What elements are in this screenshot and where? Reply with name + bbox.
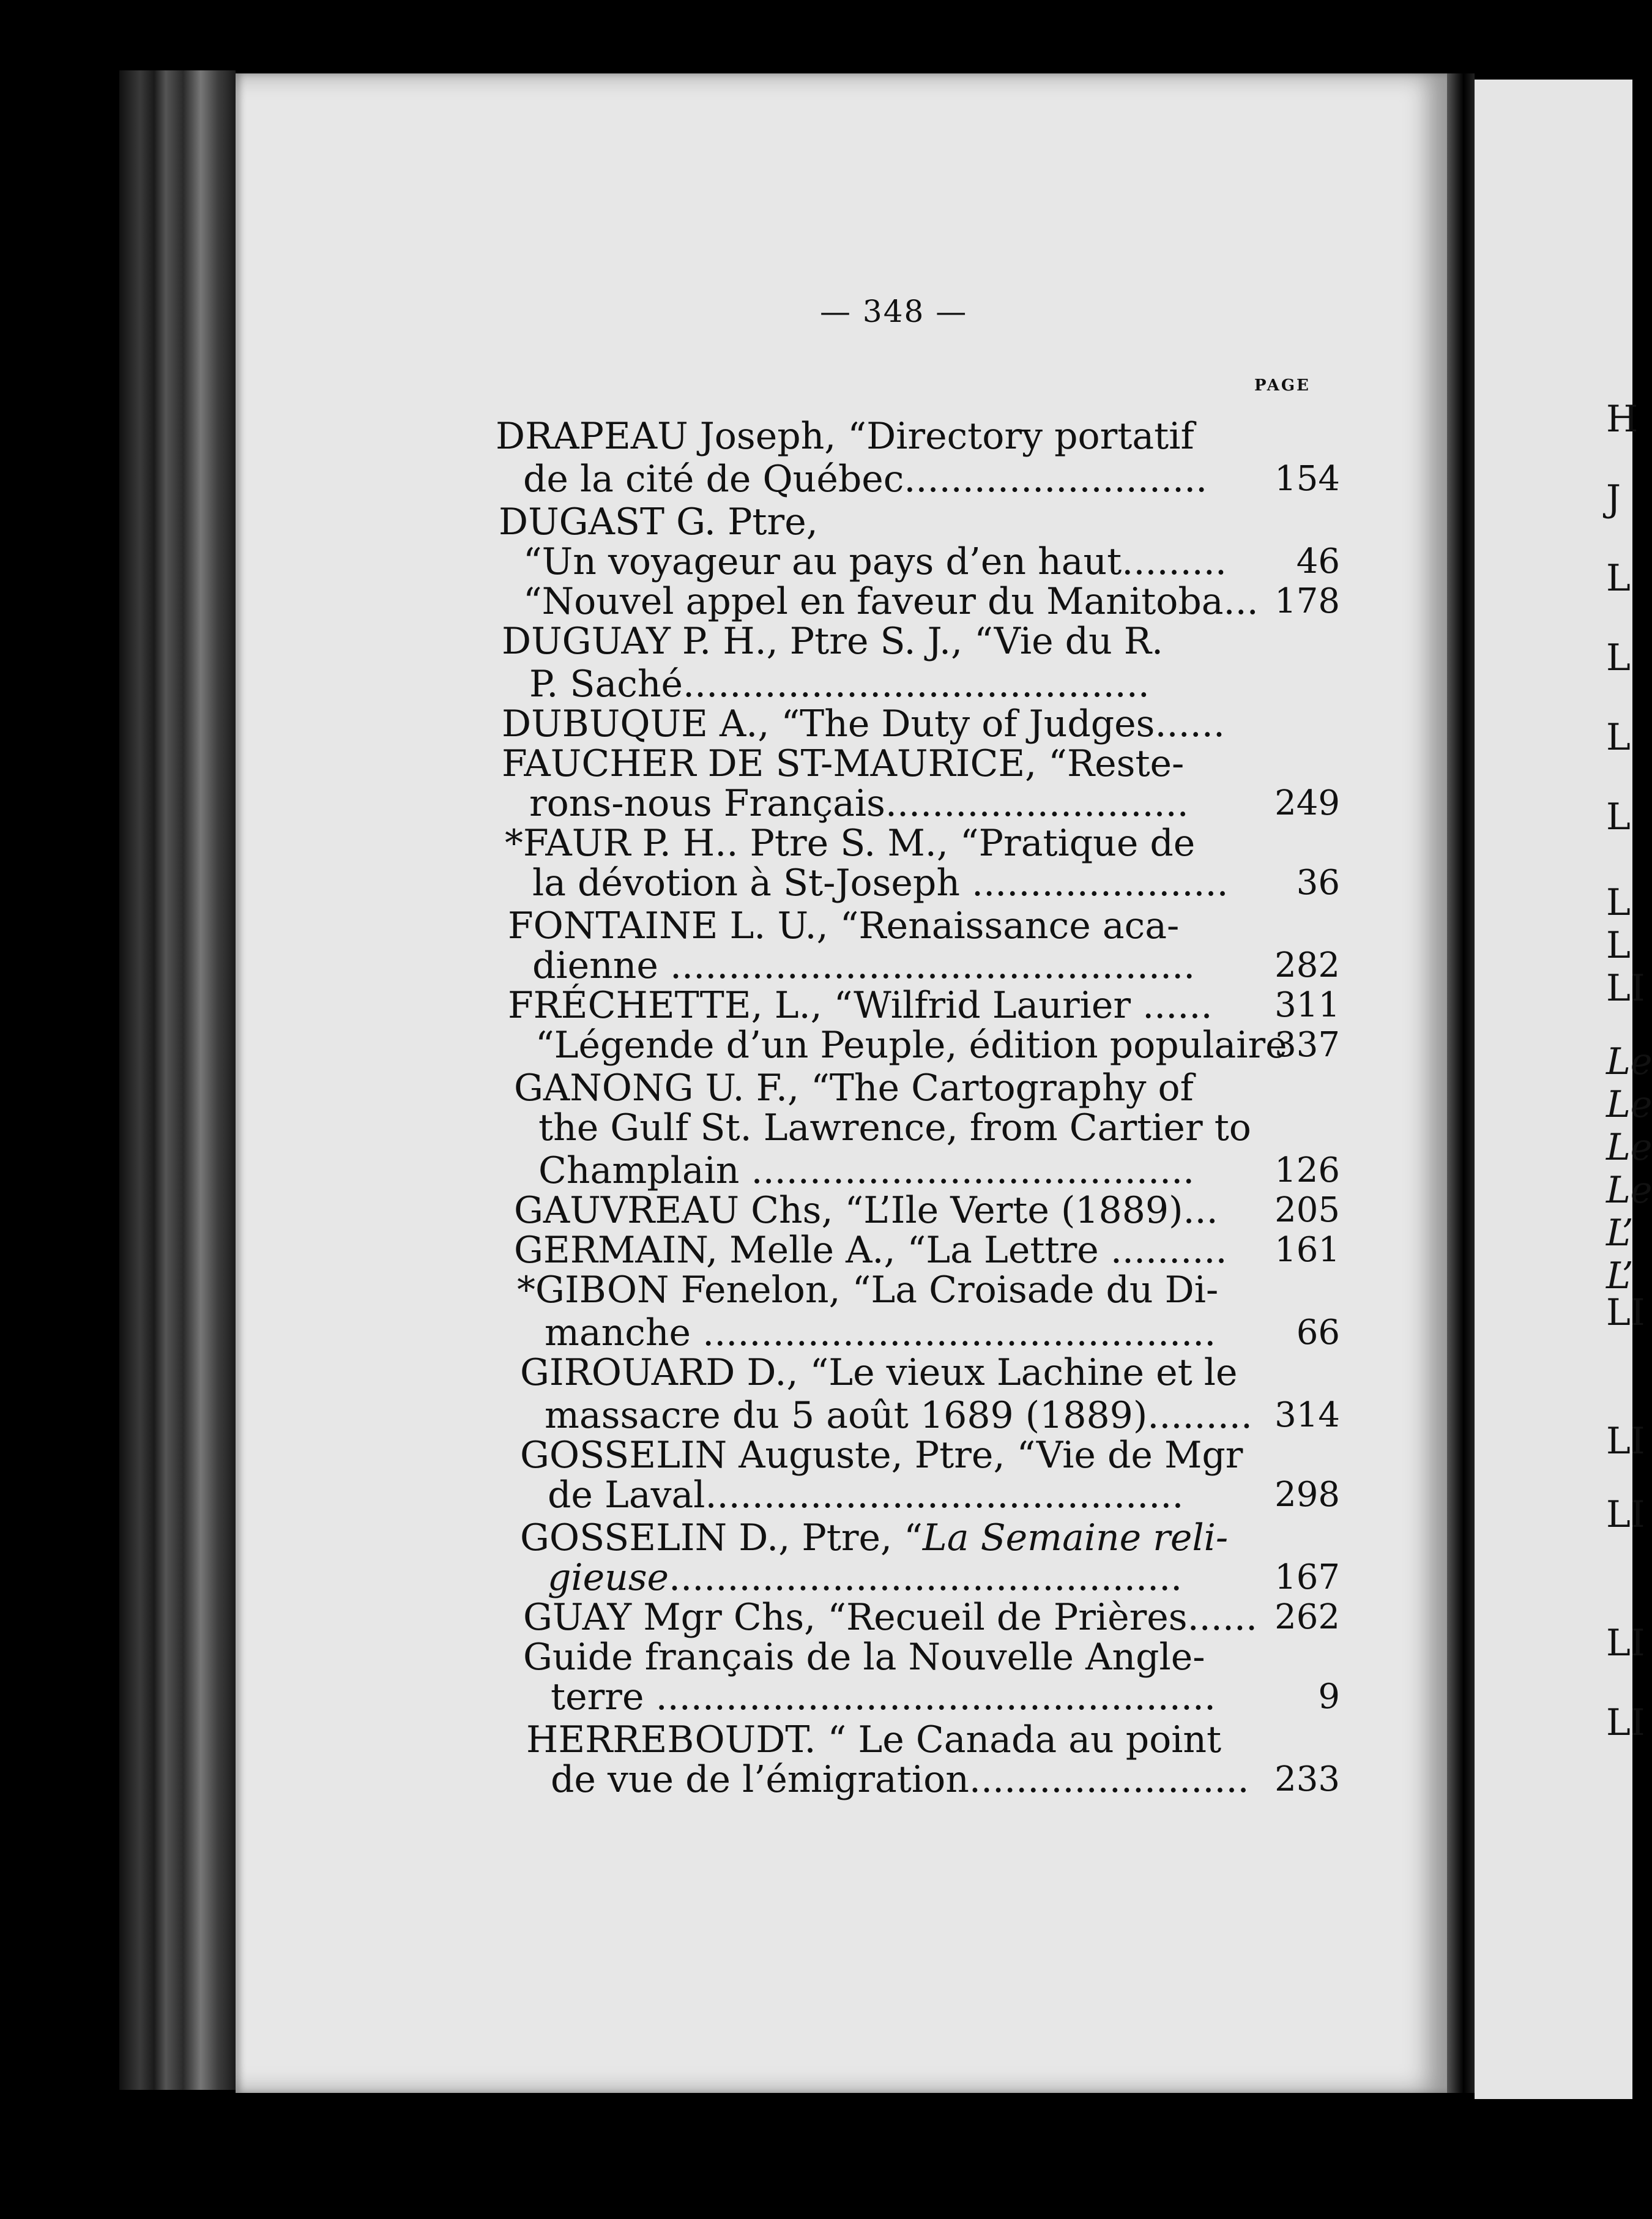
index-line-text: GANONG U. F., “The Cartography of (514, 1067, 1194, 1110)
index-line-text: de Laval......................................... (548, 1474, 1184, 1516)
facing-page-letter: LI (1606, 1291, 1645, 1334)
index-page-number: 167 (1274, 1557, 1340, 1597)
facing-page-letter: Le (1606, 1040, 1652, 1083)
index-line-text: massacre du 5 août 1689 (1889)......... (545, 1394, 1252, 1437)
index-page-number: 249 (1274, 783, 1340, 823)
index-line-text: DUGAST G. Ptre, (499, 501, 818, 543)
index-line (538, 1108, 1251, 1151)
index-page-number: 46 (1296, 542, 1340, 581)
facing-page-letter: J (1606, 477, 1621, 520)
facing-page-letter: H (1606, 398, 1639, 441)
index-line (502, 621, 1163, 664)
index-line (548, 1475, 1183, 1518)
index-page-number: 66 (1296, 1313, 1340, 1352)
index-line-text: FAUCHER DE ST-MAURICE, “Reste- (502, 742, 1185, 785)
index-line (545, 1313, 1216, 1356)
page-number: — 348 — (820, 294, 968, 329)
index-page-number: 9 (1318, 1677, 1340, 1717)
index-line (496, 416, 1194, 459)
index-page-number: 161 (1274, 1230, 1340, 1270)
index-line-text: GOSSELIN D., Ptre, “La Semaine reli- (520, 1516, 1229, 1559)
index-line-text: gieuse............................................ (548, 1556, 1183, 1599)
index-line-text: FONTAINE L. U., “Renaissance aca- (508, 904, 1180, 947)
index-line (514, 1068, 1194, 1111)
index-line-text: DRAPEAU Joseph, “Directory portatif (496, 415, 1194, 458)
index-line-text: DUBUQUE A., “The Duty of Judges...... (502, 703, 1225, 745)
index-page-number: 205 (1274, 1190, 1340, 1230)
index-page-number: 36 (1296, 863, 1340, 903)
index-line (551, 1677, 1216, 1720)
facing-page-letter: L (1606, 924, 1631, 967)
index-page-number: 262 (1274, 1597, 1340, 1637)
index-line (508, 985, 1213, 1028)
index-line-text: DUGUAY P. H., Ptre S. J., “Vie du R. (502, 620, 1164, 663)
index-line (548, 1557, 1182, 1600)
index-page-number: 282 (1274, 945, 1340, 985)
index-line-text: *FAUR P. H.. Ptre S. M., “Pratique de (505, 822, 1196, 865)
index-page-number: 337 (1274, 1025, 1340, 1065)
index-page-number: 311 (1274, 985, 1340, 1025)
facing-page-letter: L (1606, 796, 1631, 838)
index-line-text: the Gulf St. Lawrence, from Cartier to (538, 1106, 1251, 1149)
facing-page-letter: L’ (1606, 1255, 1634, 1297)
index-line (523, 459, 1207, 502)
index-line (523, 1637, 1205, 1680)
facing-page-letter: Le (1606, 1169, 1652, 1212)
index-line-text: GAUVREAU Chs, “L’Ile Verte (1889)... (514, 1189, 1218, 1232)
index-line (514, 1230, 1227, 1273)
index-line (529, 783, 1189, 826)
index-line (520, 1518, 1228, 1561)
index-line (502, 744, 1184, 786)
index-line (532, 863, 1229, 906)
facing-page-letter: L (1606, 881, 1631, 924)
index-line-text: “Légende d’un Peuple, édition populaire (535, 1024, 1287, 1067)
index-line-text: “Un voyageur au pays d’en haut......... (523, 540, 1227, 583)
index-line (545, 1395, 1252, 1438)
index-line-text: GIROUARD D., “Le vieux Lachine et le (520, 1351, 1238, 1394)
index-line-text: *GIBON Fenelon, “La Croisade du Di- (517, 1269, 1219, 1311)
index-line-text: FRÉCHETTE, L., “Wilfrid Laurier ...... (508, 984, 1213, 1027)
index-line (508, 906, 1179, 949)
index-page-number: 233 (1274, 1759, 1340, 1799)
index-line (529, 664, 1150, 707)
index-line (502, 704, 1225, 747)
facing-page-letter: Le (1606, 1083, 1652, 1126)
facing-page-letter: L’ (1606, 1212, 1634, 1255)
index-line (499, 502, 818, 545)
facing-page-letter: LI (1606, 1420, 1645, 1463)
index-line-text: manche ............................................ (545, 1311, 1216, 1354)
index-line (505, 823, 1195, 866)
index-page-number: 178 (1274, 581, 1340, 621)
index-line-text: de la cité de Québec.......................... (523, 458, 1208, 501)
index-line-text: Champlain ...................................... (538, 1149, 1195, 1192)
index-page-number: 126 (1274, 1151, 1340, 1190)
index-line (526, 1720, 1221, 1762)
index-line (532, 945, 1195, 988)
index-line-text: “Nouvel appel en faveur du Manitoba... (523, 580, 1259, 623)
index-line-text: rons-nous Français.......................... (529, 782, 1189, 825)
index-line-text: la dévotion à St-Joseph ...................... (532, 862, 1229, 904)
page-column-header: PAGE (1254, 376, 1311, 395)
index-page-number: 154 (1274, 459, 1340, 499)
index-line (535, 1025, 1287, 1068)
index-line-text: GERMAIN, Melle A., “La Lettre .......... (514, 1229, 1227, 1272)
facing-page-letter: L (1606, 557, 1631, 600)
index-line-text: de vue de l’émigration........................ (551, 1758, 1249, 1801)
index-line (551, 1759, 1249, 1802)
index-line-text: Guide français de la Nouvelle Angle- (523, 1636, 1205, 1679)
index-line-text: GOSSELIN Auguste, Ptre, “Vie de Mgr (520, 1434, 1243, 1477)
index-line-text: P. Saché........................................ (529, 663, 1150, 706)
index-line (523, 542, 1227, 584)
index-line-text: HERREBOUDT. “ Le Canada au point (526, 1718, 1222, 1761)
index-line (523, 581, 1259, 624)
index-line (523, 1597, 1257, 1640)
index-line (520, 1435, 1243, 1478)
facing-page-letter: LI (1606, 1622, 1645, 1665)
facing-page-letter: LI (1606, 1701, 1645, 1744)
facing-page-letter: LI (1606, 967, 1645, 1010)
index-line (514, 1190, 1218, 1233)
index-line (517, 1270, 1218, 1313)
facing-page-letter: L (1606, 716, 1631, 759)
facing-page-letter: L (1606, 636, 1631, 679)
index-line-text: terre ................................................ (551, 1676, 1216, 1718)
index-page-number: 314 (1274, 1395, 1340, 1435)
index-line-text: GUAY Mgr Chs, “Recueil de Prières...... (523, 1596, 1258, 1639)
index-line (538, 1151, 1194, 1193)
index-line-text: dienne ............................................. (532, 944, 1196, 987)
index-page-number: 298 (1274, 1475, 1340, 1515)
facing-page-letter: LI (1606, 1493, 1645, 1536)
facing-page-letter: Le (1606, 1126, 1652, 1169)
index-line (520, 1352, 1238, 1395)
